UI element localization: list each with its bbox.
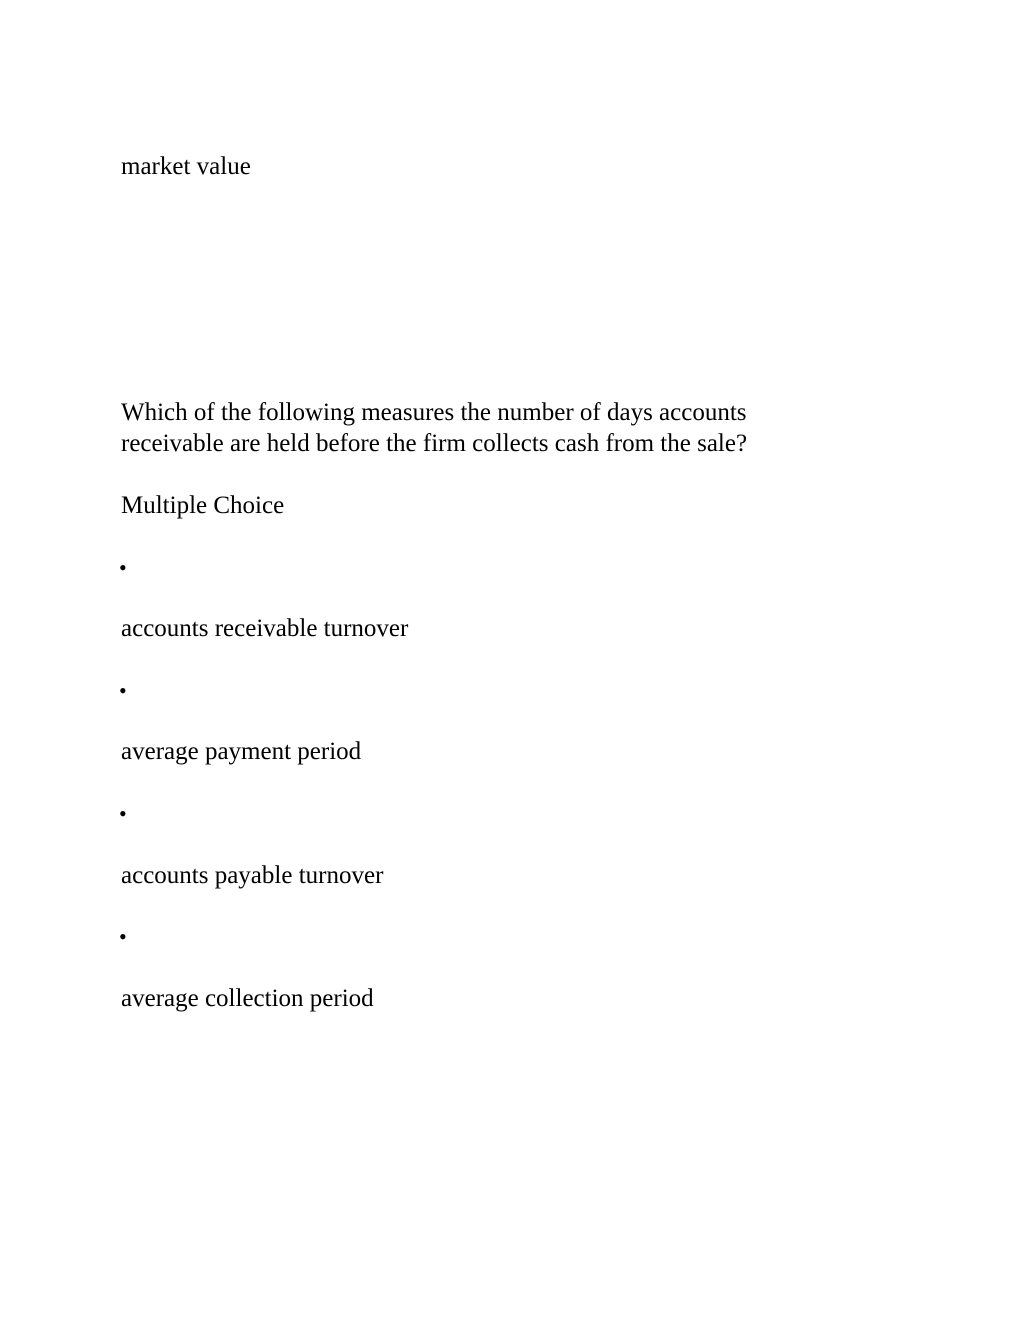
bullet-icon: • <box>119 924 127 949</box>
bullet-icon: • <box>119 555 127 580</box>
option-4[interactable]: average collection period <box>121 985 374 1012</box>
question-line-2: receivable are held before the firm collects cash from the sale? <box>121 430 748 457</box>
bullet-icon: • <box>119 801 127 826</box>
bullet-icon: • <box>119 678 127 703</box>
option-2[interactable]: average payment period <box>121 738 362 765</box>
option-3[interactable]: accounts payable turnover <box>121 862 384 889</box>
previous-answer-text: market value <box>121 153 251 180</box>
question-text <box>121 397 881 459</box>
multiple-choice-label: Multiple Choice <box>121 492 285 519</box>
option-1[interactable]: accounts receivable turnover <box>121 615 409 642</box>
question-line-1: Which of the following measures the number of days accounts <box>121 399 747 426</box>
